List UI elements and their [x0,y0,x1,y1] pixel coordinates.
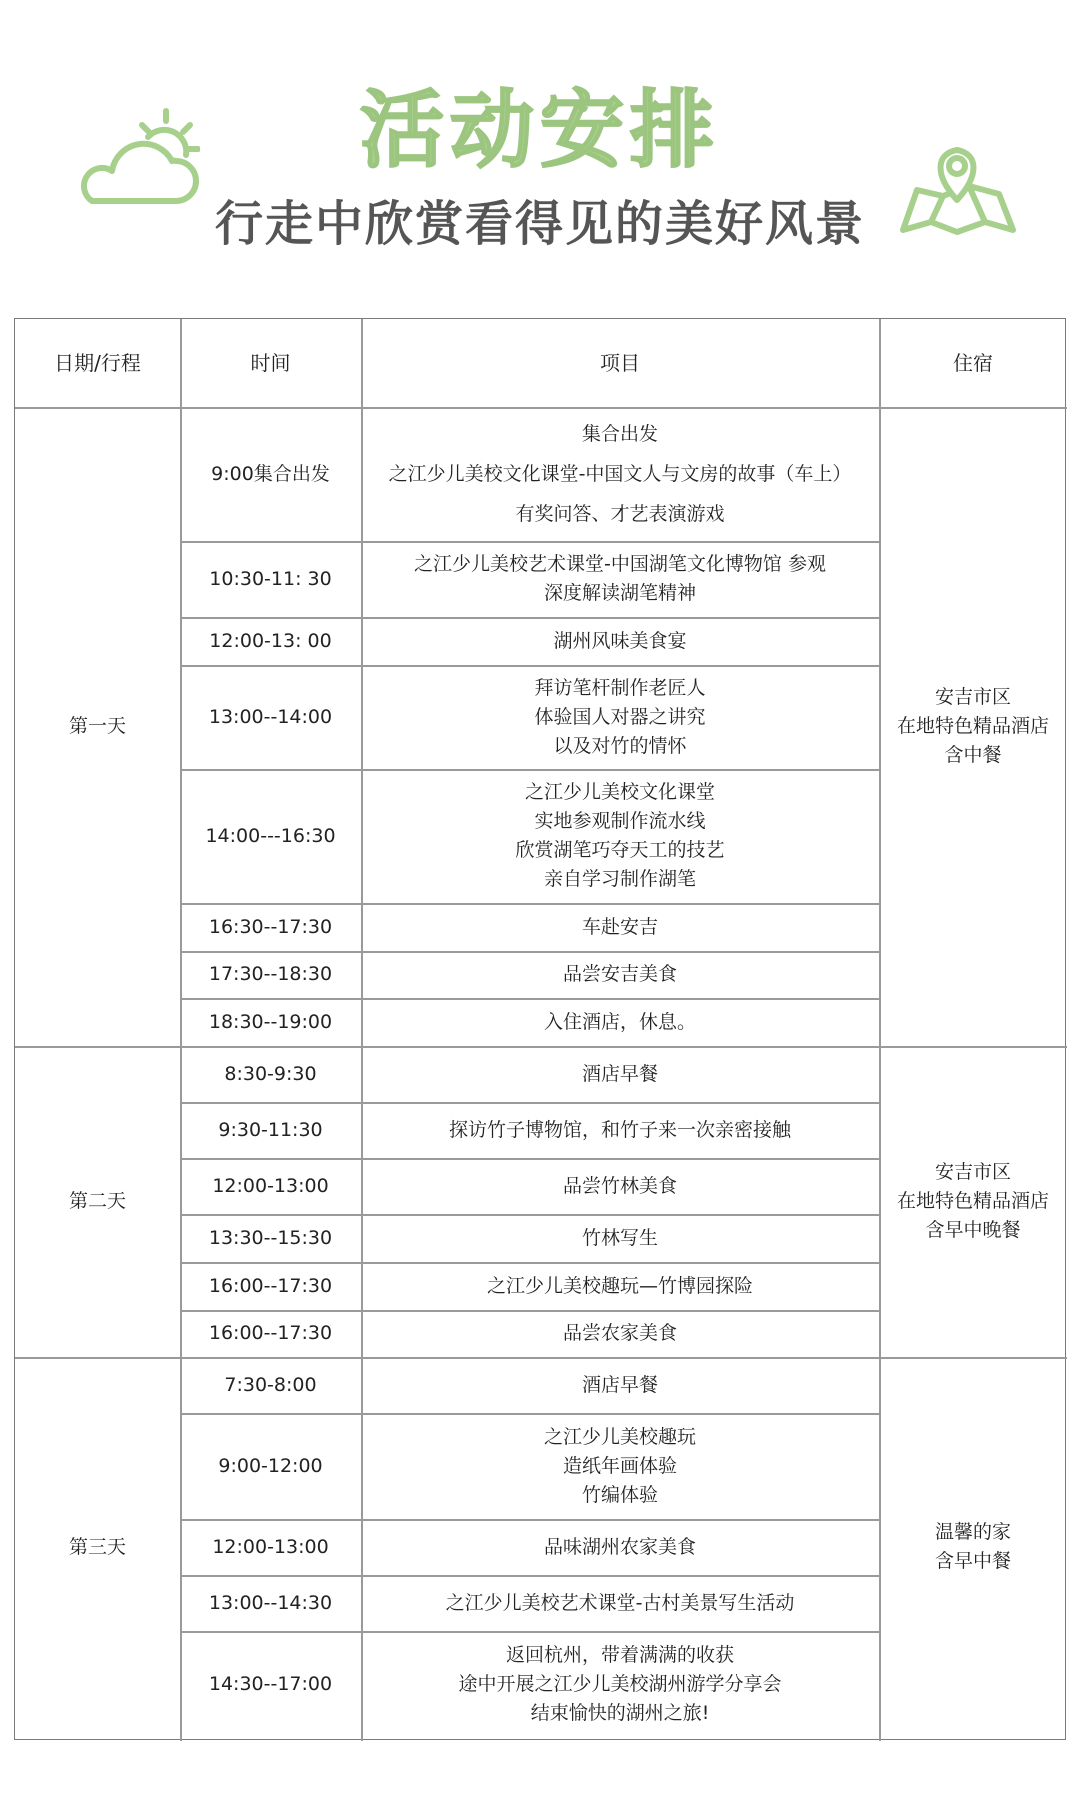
item-cell [361,1046,879,1102]
stay-line: 安吉市区 [934,686,1011,708]
stay-line: 含中餐 [944,744,1002,766]
page-title: 活动安排 [359,81,720,179]
header-stay: 住宿 [953,350,993,375]
stay-line: 安吉市区 [934,1161,1011,1183]
item-line: 拜访笔杆制作老匠人 [534,676,706,699]
item-line: 竹林写生 [581,1226,658,1249]
item-line: 体验国人对器之讲究 [534,705,706,728]
item-cell [361,1357,879,1413]
item-line: 探访竹子博物馆，和竹子来一次亲密接触 [448,1118,791,1141]
time-cell: 12:00-13: 00 [209,629,332,652]
time-cell: 14:00---16:30 [205,824,336,847]
item-line: 之江少儿美校艺术课堂-中国湖笔文化博物馆 参观 [414,553,826,575]
item-line: 品尝农家美食 [562,1322,677,1344]
item-line: 酒店早餐 [581,1062,658,1085]
map-pin-icon [895,120,1020,240]
day-three-label: 第三天 [68,1535,126,1558]
day-two-stay [879,1046,1067,1357]
item-line: 车赴安吉 [581,915,658,938]
time-cell: 13:00--14:00 [208,705,333,728]
time-cell: 9:00集合出发 [211,462,330,485]
stay-line: 在地特色精品酒店 [896,715,1049,737]
item-cell [361,951,879,998]
item-line: 品尝竹林美食 [562,1174,677,1197]
item-line: 品味湖州农家美食 [543,1535,696,1558]
item-line: 返回杭州，带着满满的收获 [505,1643,734,1666]
time-cell: 16:30--17:30 [208,915,333,938]
page-header [0,0,1080,300]
item-line: 酒店早餐 [581,1373,658,1396]
stay-line: 含早中晚餐 [925,1219,1021,1241]
item-line: 欣赏湖笔巧夺天工的技艺 [515,839,725,861]
header-day: 日期/行程 [54,350,141,375]
day-one-stay [879,407,1067,1046]
item-cell [361,407,879,541]
item-cell [361,998,879,1046]
time-cell: 12:00-13:00 [212,1174,329,1197]
day-three-stay [879,1357,1067,1737]
item-line: 途中开展之江少儿美校湖州游学分享会 [458,1672,782,1695]
time-cell: 18:30--19:00 [208,1010,333,1033]
item-line: 有奖问答、才艺表演游戏 [515,503,725,525]
item-line: 造纸年画体验 [562,1454,677,1477]
item-line: 品尝安吉美食 [562,963,677,985]
item-line: 之江少儿美校文化课堂 [524,781,715,803]
item-line: 亲自学习制作湖笔 [543,868,696,890]
item-cell [361,1158,879,1214]
time-cell: 9:30-11:30 [218,1118,323,1141]
time-cell: 14:30--17:00 [208,1672,333,1695]
item-line: 之江少儿美校趣玩—竹博园探险 [486,1274,753,1297]
item-line: 结束愉快的湖州之旅! [530,1701,710,1724]
stay-line: 在地特色精品酒店 [896,1190,1049,1212]
time-cell: 8:30-9:30 [224,1062,317,1085]
time-cell: 9:00-12:00 [218,1454,323,1477]
time-cell: 10:30-11: 30 [209,567,332,590]
item-cell [361,903,879,951]
item-cell [361,665,879,769]
item-line: 入住酒店，休息。 [543,1010,696,1033]
item-line: 湖州风味美食宴 [553,629,687,652]
item-line: 之江少儿美校文化课堂-中国文人与文房的故事（车上） [388,463,852,485]
page-subtitle: 行走中欣赏看得见的美好风景 [214,196,865,252]
item-line: 深度解读湖笔精神 [543,582,696,604]
header-item: 项目 [600,350,640,375]
schedule-table [14,318,1066,1740]
item-cell [361,541,879,617]
item-cell [361,1413,879,1519]
day-one-label: 第一天 [68,715,126,737]
time-cell: 13:00--14:30 [208,1591,333,1614]
item-line: 之江少儿美校艺术课堂-古村美景写生活动 [445,1591,795,1614]
stay-line: 温馨的家 [934,1521,1011,1543]
time-cell: 13:30--15:30 [208,1226,333,1249]
item-line: 实地参观制作流水线 [534,810,706,832]
item-line: 之江少儿美校趣玩 [543,1425,696,1448]
stay-line: 含早中餐 [934,1550,1011,1572]
item-cell [361,1310,879,1357]
item-line: 竹编体验 [581,1483,658,1506]
item-cell [361,1102,879,1158]
item-line: 以及对竹的情怀 [553,734,687,757]
time-cell: 16:00--17:30 [208,1322,333,1344]
time-cell: 12:00-13:00 [212,1535,329,1558]
day-two-label: 第二天 [68,1190,126,1212]
time-cell: 7:30-8:00 [224,1373,317,1396]
item-cell [361,1214,879,1262]
item-cell [361,1575,879,1631]
item-line: 集合出发 [581,423,658,445]
item-cell [361,617,879,665]
item-cell [361,1519,879,1575]
time-cell: 17:30--18:30 [208,963,333,985]
time-cell: 16:00--17:30 [208,1274,333,1297]
item-cell [361,1262,879,1310]
item-cell [361,769,879,903]
header-time: 时间 [250,350,291,375]
item-cell [361,1631,879,1737]
